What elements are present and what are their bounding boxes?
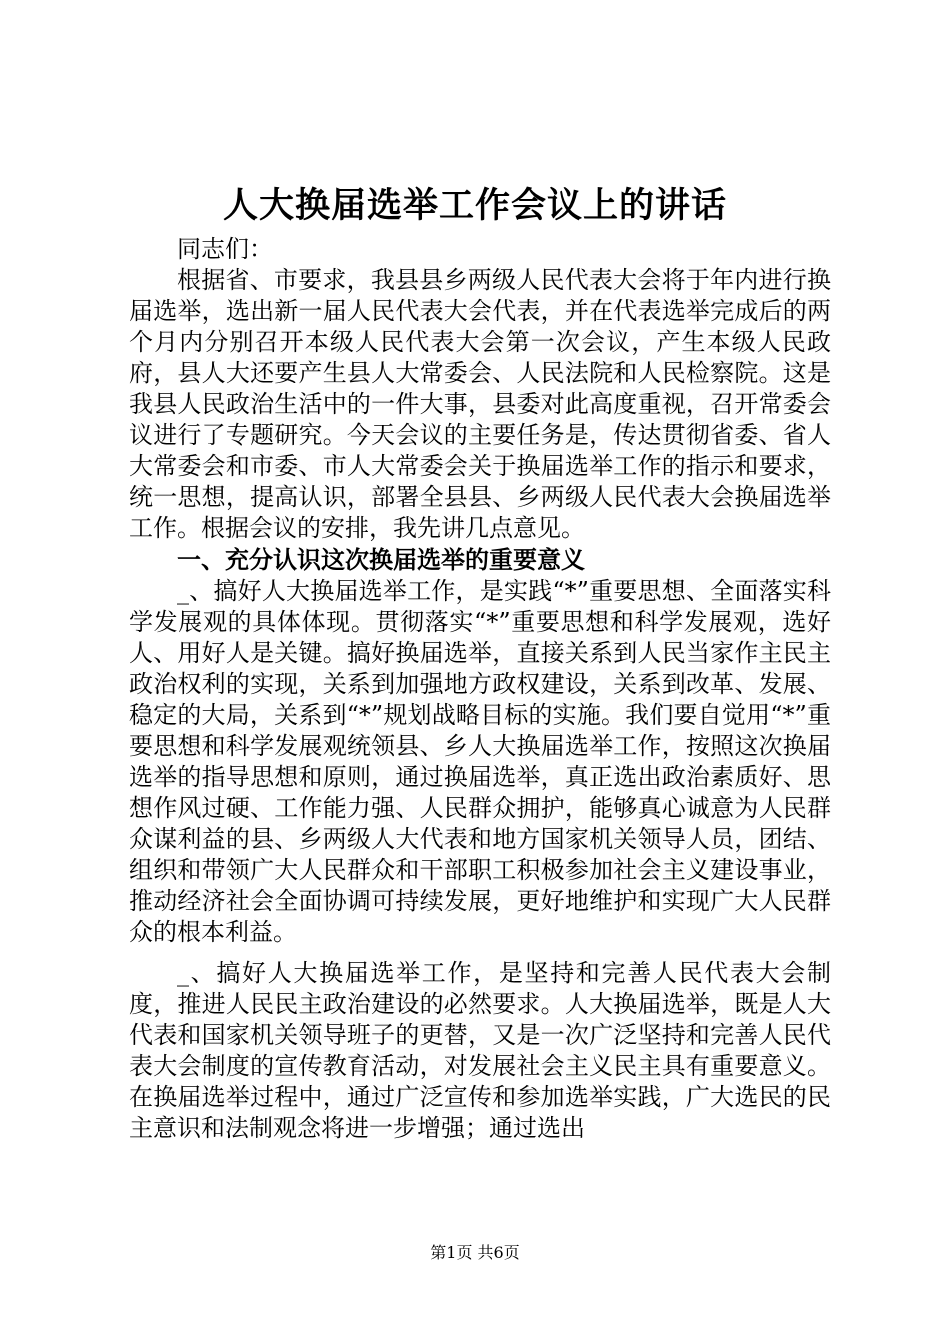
section-heading: 一、充分认识这次换届选举的重要意义	[177, 546, 585, 574]
document-title: 人大换届选举工作会议上的讲话	[222, 186, 727, 226]
document-body	[129, 234, 831, 1144]
greeting: 同志们：	[177, 235, 273, 263]
intro-paragraph: 根据省、市要求，我县县乡两级人民代表大会将于年内进行换届选举，选出新一届人民代表大会代表，并在代表选举完成后的两个月内分别召开本级人民代表大会第一次会议，产生本级人民政府，县人大还要产生县人大常委会、人民法院和人民检察院。这是我县人民政治生活中的一件大事，县委对此高度重视，召开常委会议进行了专题研究。今天会议的主要任务是，传达贯彻省委、省人大常委会和市委、市人大常委会关于换届选举工作的指示和要求，统一思想，提高认识，部署全县县、乡两级人民代表大会换届选举工作。根据会议的安排，我先讲几点意见。	[129, 266, 831, 542]
page-footer: 第1页 共6页	[430, 1243, 520, 1262]
section-paragraph-1: _、搞好人大换届选举工作，是实践“*”重要思想、全面落实科学发展观的具体体现。贯彻落实“*”重要思想和科学发展观，选好人、用好人是关键。搞好换届选举，直接关系到人民当家作主民主政治权利的实现，关系到加强地方政权建设，关系到改革、发展、稳定的大局，关系到“*”规划战略目标的实施。我们要自觉用“*”重要思想和科学发展观统领县、乡人大换届选举工作，按照这次换届选举的指导思想和原则，通过换届选举，真正选出政治素质好、思想作风过硬、工作能力强、人民群众拥护，能够真心诚意为人民群众谋利益的县、乡两级人大代表和地方国家机关领导人员，团结、组织和带领广大人民群众和干部职工积极参加社会主义建设事业，推动经济社会全面协调可持续发展，更好地维护和实现广大人民群众的根本利益。	[129, 577, 831, 946]
section-paragraph-2: _、搞好人大换届选举工作，是坚持和完善人民代表大会制度，推进人民民主政治建设的必然要求。人大换届选举，既是人大代表和国家机关领导班子的更替，又是一次广泛坚持和完善人民代表大会制度的宣传教育活动，对发展社会主义民主具有重要意义。在换届选举过程中，通过广泛宣传和参加选举实践，广大选民的民主意识和法制观念将进一步增强；通过选出	[129, 959, 831, 1142]
